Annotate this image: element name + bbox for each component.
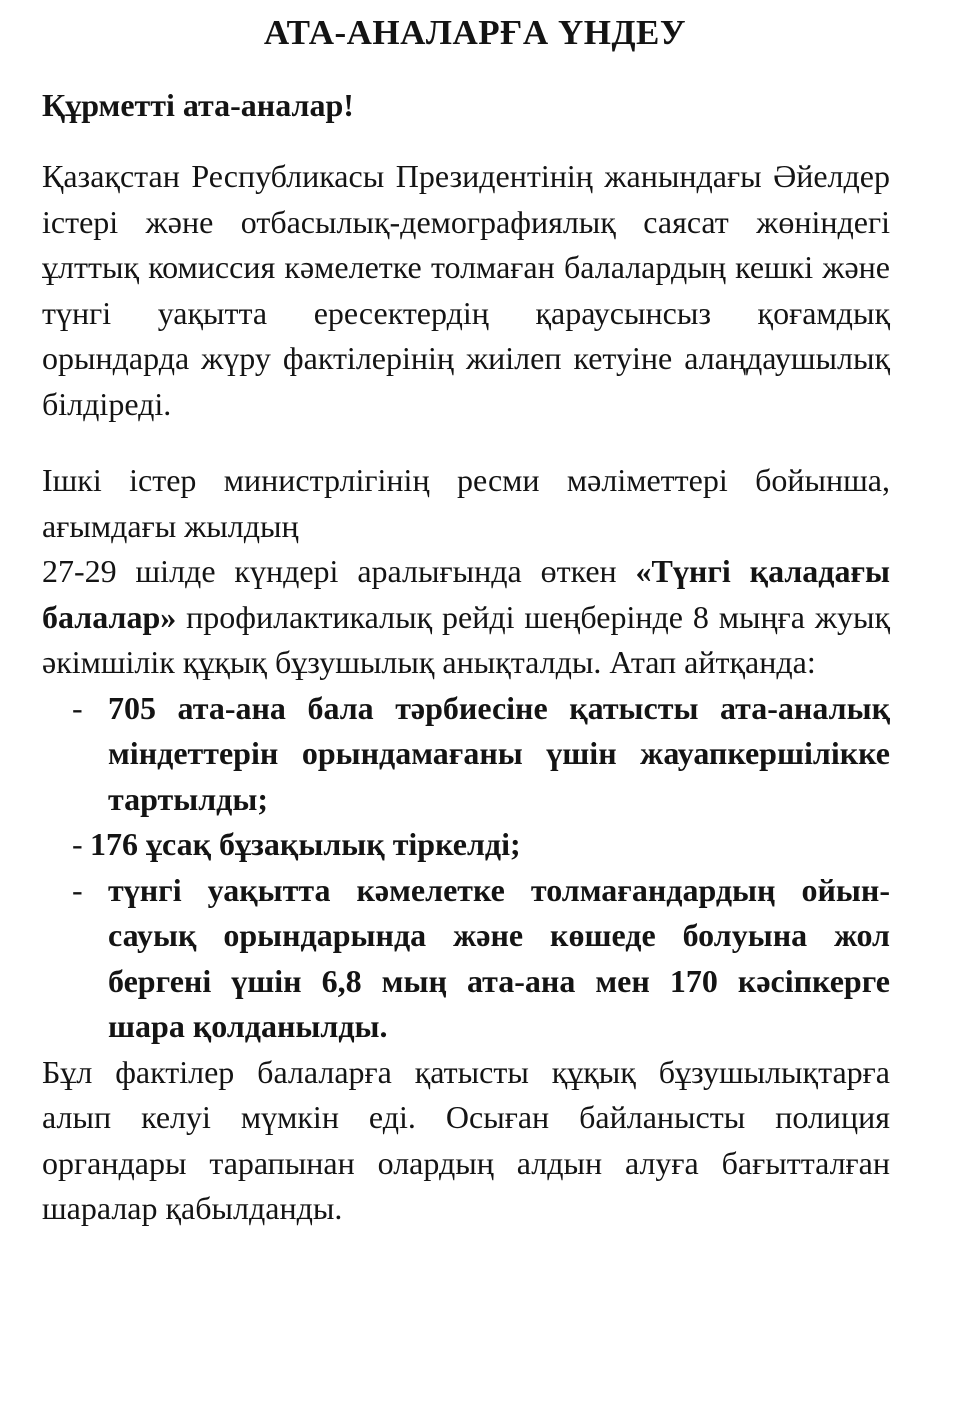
paragraph-2-part-1: 27-29 шілде күндері аралығында өткен xyxy=(42,553,636,589)
list-dash: - xyxy=(72,871,83,908)
list-item xyxy=(42,822,890,868)
document-page xyxy=(42,0,890,1232)
raid-name: «Түнгі қаладағы балалар» xyxy=(42,553,891,635)
list-item xyxy=(42,686,890,823)
paragraph-2-part-2: профилактикалық рейді шеңберінде 8 мыңға жуық әкімшілік құқық бұзушылық анықталды. Атап айтқанда: xyxy=(42,598,890,680)
list-item xyxy=(42,868,890,1050)
document-title: АТА-АНАЛАРҒА ҮНДЕУ xyxy=(263,13,687,52)
statistics-list xyxy=(42,686,890,1050)
list-item-text: түнгі уақытта кәмелетке толмағандардың ойын-сауық орындарында және көшеде болуына жол бергені үшін 6,8 мың ата-ана мен 170 кәсіпкерге шара қолданылды. xyxy=(108,871,890,1044)
greeting: Құрметті ата-аналар! xyxy=(42,87,354,123)
list-item-text: 176 ұсақ бұзақылық тіркелді; xyxy=(90,826,521,862)
paragraph-2-intro xyxy=(42,458,890,549)
list-dash: - xyxy=(72,826,83,862)
paragraph-1: Қазақстан Республикасы Президентінің жанындағы Әйелдер істері және отбасылық-демографиялық саясат жөніндегі ұлттық комиссия кәмелетке толмаған балалардың кешкі және түнгі уақытта ересектердің қараусынсыз қоғамдық орындарда жүру фактілерінің жиілеп кетуіне алаңдаушылық білдіреді. xyxy=(42,158,890,422)
list-dash: - xyxy=(72,689,83,726)
paragraph-2-body xyxy=(42,549,890,686)
paragraph-3: Бұл фактілер балаларға қатысты құқық бұзушылықтарға алып келуі мүмкін еді. Осыған байланысты полиция органдары тарапынан олардың алдын алуға бағытталған шаралар қабылданды. xyxy=(42,1053,890,1226)
paragraph-2-line-1: Ішкі істер министрлігінің ресми мәліметтері бойынша, ағымдағы жылдың xyxy=(42,462,890,544)
list-item-text: 705 ата-ана бала тәрбиесіне қатысты ата-аналық міндеттерін орындамағаны үшін жауапкершілікке тартылды; xyxy=(108,689,890,817)
